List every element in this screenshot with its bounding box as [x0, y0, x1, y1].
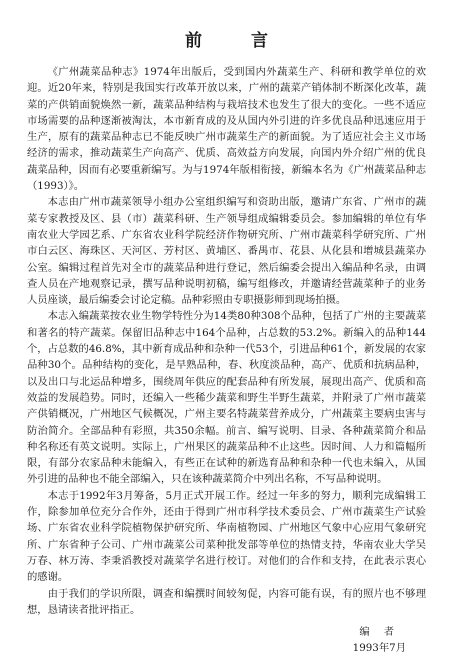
paragraph-acknowledgements: 本志于1992年3月筹备，5月正式开展工作。经过一年多的努力，顺利完成编辑工作，除参加单位充分合作外，还由于得到广州市科学技术委员会、广州市蔬菜生产试验场、广东省农业科学院植物保护研究所、华南植物园、广州地区气象中心应用气象研究所、广东省种子公司、广州市蔬菜公司菜种批发部等单位的热情支持，华南农业大学吴万春、林万涛、李秉滔教授对蔬菜学名进行校订。对他们的合作和支持，在此表示衷心的感谢。	[27, 489, 426, 584]
signature-date: 1993年7月	[352, 642, 406, 655]
paragraph-history: 《广州蔬菜品种志》1974年出版后，受到国内外蔬菜生产、科研和教学单位的欢迎。近20年来，特别是我国实行改革开放以来，广州的蔬菜产销体制不断深化改革，蔬菜的产供销面貌焕然一新，蔬菜品种结构与栽培技术也发生了很大的变化。一些不适应市场需要的品种逐渐被淘汰，本市新育成的及从国内外引进的许多优良品种迅速应用于生产，原有的蔬菜品种志已不能反映广州市蔬菜生产的新面貌。为了适应社会主义市场经济的需求，推动蔬菜生产向高产、优质、高效益方向发展，向国内外介绍广州的优良蔬菜品种，因而有必要重新编写。为与1974年版相衔接，新编本名为《广州蔬菜品种志（1993）》。	[27, 66, 426, 193]
paragraph-editing-process: 本志由广州市蔬菜领导小组办公室组织编写和资助出版，邀请广东省、广州市的蔬菜专家教授及区、县（市）蔬菜科研、生产领导组成编辑委员会。参加编辑的单位有华南农业大学园艺系、广东省农业科学院经济作物研究所、广州市蔬菜科学研究所、广州市白云区、海珠区、天河区、芳村区、黄埔区、番禺市、花县、从化县和增城县蔬菜办公室。编辑过程首先对全市的蔬菜品种进行登记，然后编委会提出入编品种名录，由调查人员在产地观察记录，撰写品种说明初稿，编写组修改，并邀请经营蔬菜种子的业务人员座谈，最后编委会讨论定稿。品种彩照由专职摄影师到现场拍摄。	[27, 196, 426, 307]
page-title: 前 言	[185, 31, 284, 51]
signature-editor: 编者	[359, 626, 408, 639]
paragraph-content-scope: 本志入编蔬菜按农业生物学特性分为14类80种308个品种，包括了广州的主要蔬菜和著名的特产蔬菜。保留旧品种志中164个品种，占总数的53.2%。新编入的品种144个，占总数的46.8%，其中新育成品种和杂种一代53个，引进品种61个，新发展的农家品种30个。品种结构的变化，是早熟品种，春、秋度淡品种，高产、优质和抗病品种，以及出口与北运品种增多，围绕周年供应的配套品种有所发展，展现出高产、优质和高效益的发展趋势。同时，还编入一些稀少蔬菜和野生半野生蔬菜，并附录了广州市蔬菜产供销概况，广州地区气候概况，广州主要名特蔬菜营养成分，广州蔬菜主要病虫害与防治简介。全部品种有彩照，共350余幅。前言、编写说明、目录、各种蔬菜简介和品种名称还有英文说明。实际上，广州果区的蔬菜品种不止这些。因时间、人力和篇幅所限，有部分农家品种未能编入，有些正在试种的新选育品种和杂种一代也未编入，从国外引进的品种也不能全部编入，只在该种蔬菜简介中列出名称，不写品种说明。	[27, 310, 426, 486]
paragraph-disclaimer: 由于我们的学识所限，调查和编撰时间较匆促，内容可能有误，有的照片也不够理想，恳请读者批评指正。	[27, 587, 426, 616]
